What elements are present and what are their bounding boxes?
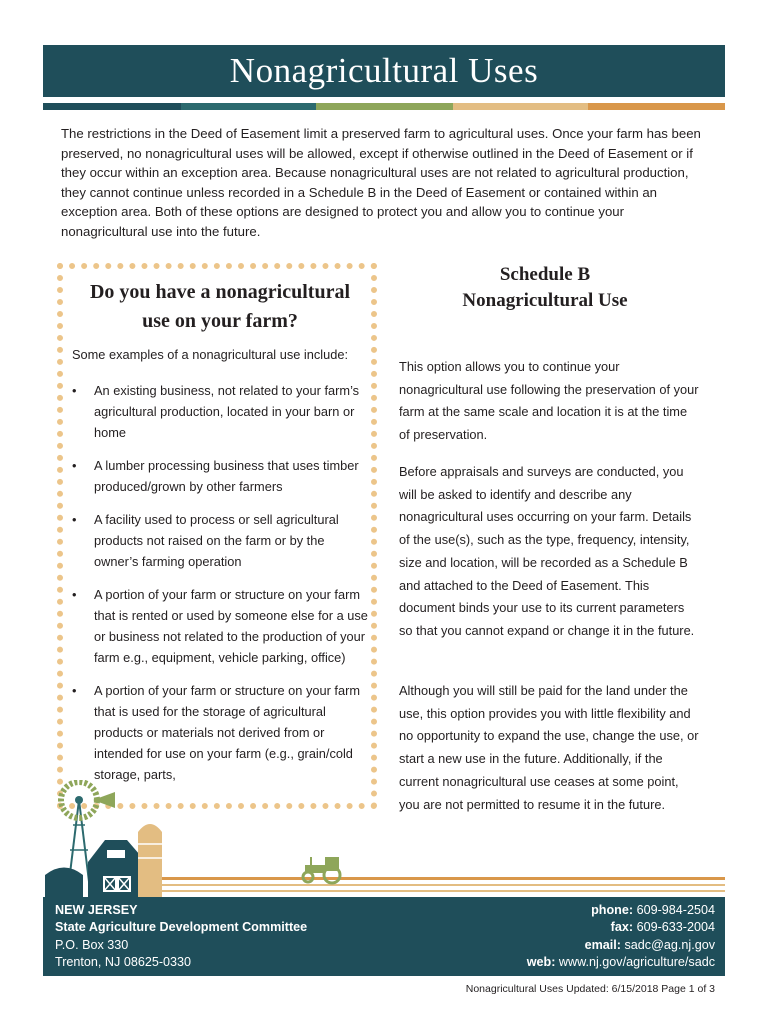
schedule-b-paragraph-2: Before appraisals and surveys are conducted, you will be asked to identify and describe any nonagricultural uses occurring on your farm. Details of the use(s), such as the type, frequency, intensity, size and location, will be recorded as a Schedule B and attached to the Deed of Easement. This document binds your use to its current parameters so that you cannot expand or change it in the future. <box>399 464 695 638</box>
ground-stripes <box>133 877 725 892</box>
bullet: • <box>72 587 77 602</box>
list-item-text: An existing business, not related to your farm’s agricultural production, located in your barn or home <box>94 383 360 440</box>
schedule-b-heading-line2: Nonagricultural Use <box>462 290 628 311</box>
schedule-b-paragraph-3: Although you will still be paid for the land under the use, this option provides you with little flexibility and no opportunity to expand the use, change the use, or start a new use in the future. Additionally, if the current nonagricultural use ceases at some point, you are not permitted to resume it in the future. <box>399 683 699 812</box>
examples-box-heading-line1: Do you have a nonagricultural <box>89 281 351 303</box>
footer-address2: Trenton, NJ 08625-0330 <box>55 955 192 969</box>
bullet: • <box>72 512 77 527</box>
intro-paragraph: The restrictions in the Deed of Easement limit a preserved farm to agricultural uses. Once your farm has been preserved, no nonagricultural uses will be allowed, except if otherwise outlined in the Deed of Easement or if they occur within an exception area. Because nonagricultural uses are not related to agricultural production, they cannot continue unless recorded in a Schedule B in the Deed of Easement or contained within an exception area. Both of these options are designed to protect you and allow you to continue your nonagricultural use into the future. <box>61 126 701 239</box>
list-item <box>72 455 372 497</box>
footer-email[interactable]: email: sadc@ag.nj.gov <box>584 938 715 952</box>
bullet: • <box>72 458 77 473</box>
shed-icon <box>45 868 83 899</box>
examples-box-heading <box>65 278 375 336</box>
schedule-b-paragraph-1: This option allows you to continue your nonagricultural use following the preservation of your farm at the same scale and location it is at the time of preservation. <box>399 359 699 443</box>
list-item <box>72 509 372 572</box>
list-item-text: A facility used to process or sell agricultural products not raised on the farm or by the owner’s farming operation <box>94 512 339 569</box>
page-title: Nonagricultural Uses <box>43 45 725 97</box>
list-item-text: A portion of your farm or structure on your farm that is used for the storage of agricultural products or materials not derived from or intended for use on your farm (e.g., grain/cold storage, parts, <box>94 683 360 782</box>
examples-intro: Some examples of a nonagricultural use include: <box>72 347 349 362</box>
color-stripe-teal-dark <box>43 103 181 110</box>
color-stripe-orange <box>588 103 725 110</box>
silo-icon <box>138 824 162 898</box>
color-stripe-teal <box>181 103 316 110</box>
footer-address1: P.O. Box 330 <box>55 938 129 952</box>
list-item <box>72 584 372 668</box>
bullet: • <box>72 383 77 398</box>
bullet: • <box>72 683 77 698</box>
list-item-text: A portion of your farm or structure on your farm that is rented or used by someone else for a use or business not related to the production of your farm e.g., equipment, vehicle parking, office) <box>94 587 368 665</box>
footer-fax: fax: 609-633-2004 <box>610 920 715 934</box>
color-stripe-green <box>316 103 453 110</box>
footer-org-line1: NEW JERSEY <box>55 903 138 917</box>
schedule-b-heading <box>405 262 685 314</box>
page-footer: Nonagricultural Uses Updated: 6/15/2018 Page 1 of 3 <box>465 983 715 995</box>
list-item <box>72 380 372 443</box>
footer-web[interactable]: web: www.nj.gov/agriculture/sadc <box>526 955 715 969</box>
barn-icon <box>88 840 146 898</box>
list-item <box>72 680 372 785</box>
color-stripe-tan <box>453 103 588 110</box>
footer-org-line2: State Agriculture Development Committee <box>55 920 308 934</box>
list-item-text: A lumber processing business that uses timber produced/grown by other farmers <box>94 458 359 494</box>
examples-box-heading-line2: use on your farm? <box>142 310 298 332</box>
schedule-b-heading-line1: Schedule B <box>499 264 591 285</box>
footer-phone: phone: 609-984-2504 <box>591 903 715 917</box>
examples-list <box>72 380 372 797</box>
farm-illustration <box>43 780 725 898</box>
